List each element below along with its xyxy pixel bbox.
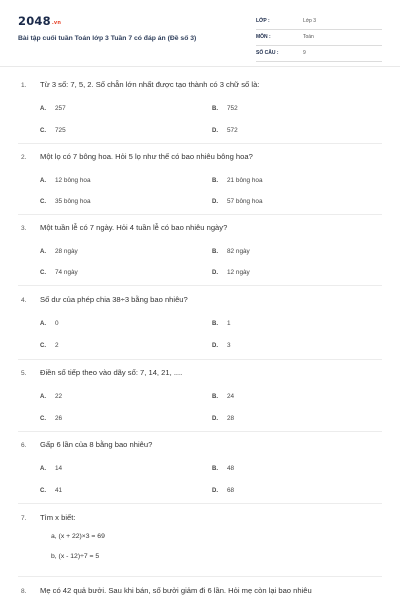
option-letter: D. (212, 128, 218, 134)
option-b[interactable] (212, 105, 238, 112)
option-a[interactable] (40, 465, 62, 472)
question-number: 1. (21, 82, 27, 89)
option-letter: C. (40, 343, 46, 349)
option-letter: C. (40, 199, 46, 205)
option-letter: A. (40, 466, 46, 472)
option-text: 1 (227, 320, 231, 327)
meta-row-count (256, 48, 382, 62)
option-b[interactable] (212, 248, 250, 255)
option-d[interactable] (212, 342, 231, 349)
site-logo[interactable] (18, 14, 61, 28)
worksheet-header (18, 12, 382, 58)
option-b[interactable] (212, 393, 234, 400)
option-letter: C. (40, 270, 46, 276)
question-divider (18, 431, 382, 432)
meta-row-class (256, 16, 382, 30)
option-text: 21 bông hoa (227, 177, 263, 184)
option-letter: A. (40, 249, 46, 255)
question-text: Tìm x biết: (40, 513, 76, 522)
option-text: 257 (55, 105, 66, 112)
option-a[interactable] (40, 320, 59, 327)
option-text: 82 ngày (227, 248, 250, 255)
option-a[interactable] (40, 177, 91, 184)
option-letter: D. (212, 199, 218, 205)
option-text: 35 bông hoa (55, 198, 91, 205)
meta-value: 9 (303, 50, 306, 56)
option-letter: D. (212, 488, 218, 494)
question-divider (18, 143, 382, 144)
option-a[interactable] (40, 105, 66, 112)
option-letter: B. (212, 321, 218, 327)
meta-value: Toán (303, 34, 314, 40)
question-number: 6. (21, 442, 27, 449)
option-b[interactable] (212, 177, 263, 184)
option-letter: C. (40, 128, 46, 134)
option-text: 28 (227, 415, 235, 422)
meta-label: LỚP : (256, 18, 270, 24)
question-divider (18, 503, 382, 504)
question-number: 3. (21, 225, 27, 232)
option-text: 12 ngày (227, 269, 250, 276)
question-text: Từ 3 số: 7, 5, 2. Số chẵn lớn nhất được tạo thành có 3 chữ số là: (40, 80, 260, 89)
option-letter: A. (40, 321, 46, 327)
option-a[interactable] (40, 393, 62, 400)
option-d[interactable] (212, 127, 238, 134)
option-letter: D. (212, 270, 218, 276)
question-divider (18, 214, 382, 215)
option-c[interactable] (40, 127, 66, 134)
option-letter: C. (40, 488, 46, 494)
question-divider (18, 359, 382, 360)
option-text: 572 (227, 127, 238, 134)
option-text: 725 (55, 127, 66, 134)
question-text: Điền số tiếp theo vào dãy số: 7, 14, 21, .... (40, 368, 183, 377)
question-text: Một tuần lễ có 7 ngày. Hỏi 4 tuần lễ có bao nhiêu ngày? (40, 223, 228, 232)
sub-question-b: b, (x - 12)÷7 = 5 (51, 553, 100, 560)
meta-value: Lớp 3 (303, 18, 317, 24)
option-letter: A. (40, 394, 46, 400)
option-letter: B. (212, 106, 218, 112)
option-letter: C. (40, 416, 46, 422)
option-c[interactable] (40, 415, 62, 422)
option-b[interactable] (212, 320, 231, 327)
option-text: 0 (55, 320, 59, 327)
option-c[interactable] (40, 269, 78, 276)
question-number: 2. (21, 154, 27, 161)
option-c[interactable] (40, 198, 91, 205)
option-letter: B. (212, 466, 218, 472)
option-text: 24 (227, 393, 235, 400)
option-letter: D. (212, 416, 218, 422)
option-text: 22 (55, 393, 63, 400)
option-text: 48 (227, 465, 235, 472)
option-letter: D. (212, 343, 218, 349)
header-divider (0, 66, 400, 67)
meta-row-subject (256, 32, 382, 46)
meta-label: MÔN : (256, 34, 271, 40)
option-text: 3 (227, 342, 231, 349)
question-text: Một lọ có 7 bông hoa. Hỏi 5 lọ như thế có bao nhiêu bông hoa? (40, 152, 253, 161)
question-number: 8. (21, 588, 27, 595)
option-text: 28 ngày (55, 248, 78, 255)
option-text: 26 (55, 415, 63, 422)
option-text: 74 ngày (55, 269, 78, 276)
logo-text: 2048 (18, 14, 51, 28)
question-divider (18, 576, 382, 577)
option-c[interactable] (40, 487, 62, 494)
option-letter: A. (40, 178, 46, 184)
sub-question-a: a, (x + 22)×3 = 69 (51, 533, 105, 540)
option-letter: B. (212, 394, 218, 400)
option-d[interactable] (212, 198, 263, 205)
question-number: 4. (21, 297, 27, 304)
option-text: 12 bông hoa (55, 177, 91, 184)
question-text: Mẹ có 42 quả bưởi. Sau khi bán, số bưởi giảm đi 6 lần. Hỏi mẹ còn lại bao nhiêu (40, 586, 312, 595)
question-divider (18, 285, 382, 286)
question-number: 5. (21, 370, 27, 377)
question-text: Gấp 6 lần của 8 bằng bao nhiêu? (40, 440, 153, 449)
option-text: 57 bông hoa (227, 198, 263, 205)
option-text: 2 (55, 342, 59, 349)
option-text: 68 (227, 487, 235, 494)
worksheet-meta (256, 16, 382, 64)
option-letter: A. (40, 106, 46, 112)
question-number: 7. (21, 515, 27, 522)
question-text: Số dư của phép chia 38÷3 bằng bao nhiêu? (40, 295, 188, 304)
option-a[interactable] (40, 248, 78, 255)
option-text: 41 (55, 487, 63, 494)
meta-label: SỐ CÂU : (256, 50, 279, 56)
option-d[interactable] (212, 487, 234, 494)
option-b[interactable] (212, 465, 234, 472)
option-text: 752 (227, 105, 238, 112)
option-d[interactable] (212, 269, 250, 276)
option-letter: B. (212, 178, 218, 184)
option-letter: B. (212, 249, 218, 255)
worksheet-title: Bài tập cuối tuần Toán lớp 3 Tuần 7 có đáp án (Đề số 3) (18, 35, 197, 42)
option-text: 14 (55, 465, 63, 472)
option-d[interactable] (212, 415, 234, 422)
logo-suffix: .vn (51, 20, 62, 26)
option-c[interactable] (40, 342, 59, 349)
